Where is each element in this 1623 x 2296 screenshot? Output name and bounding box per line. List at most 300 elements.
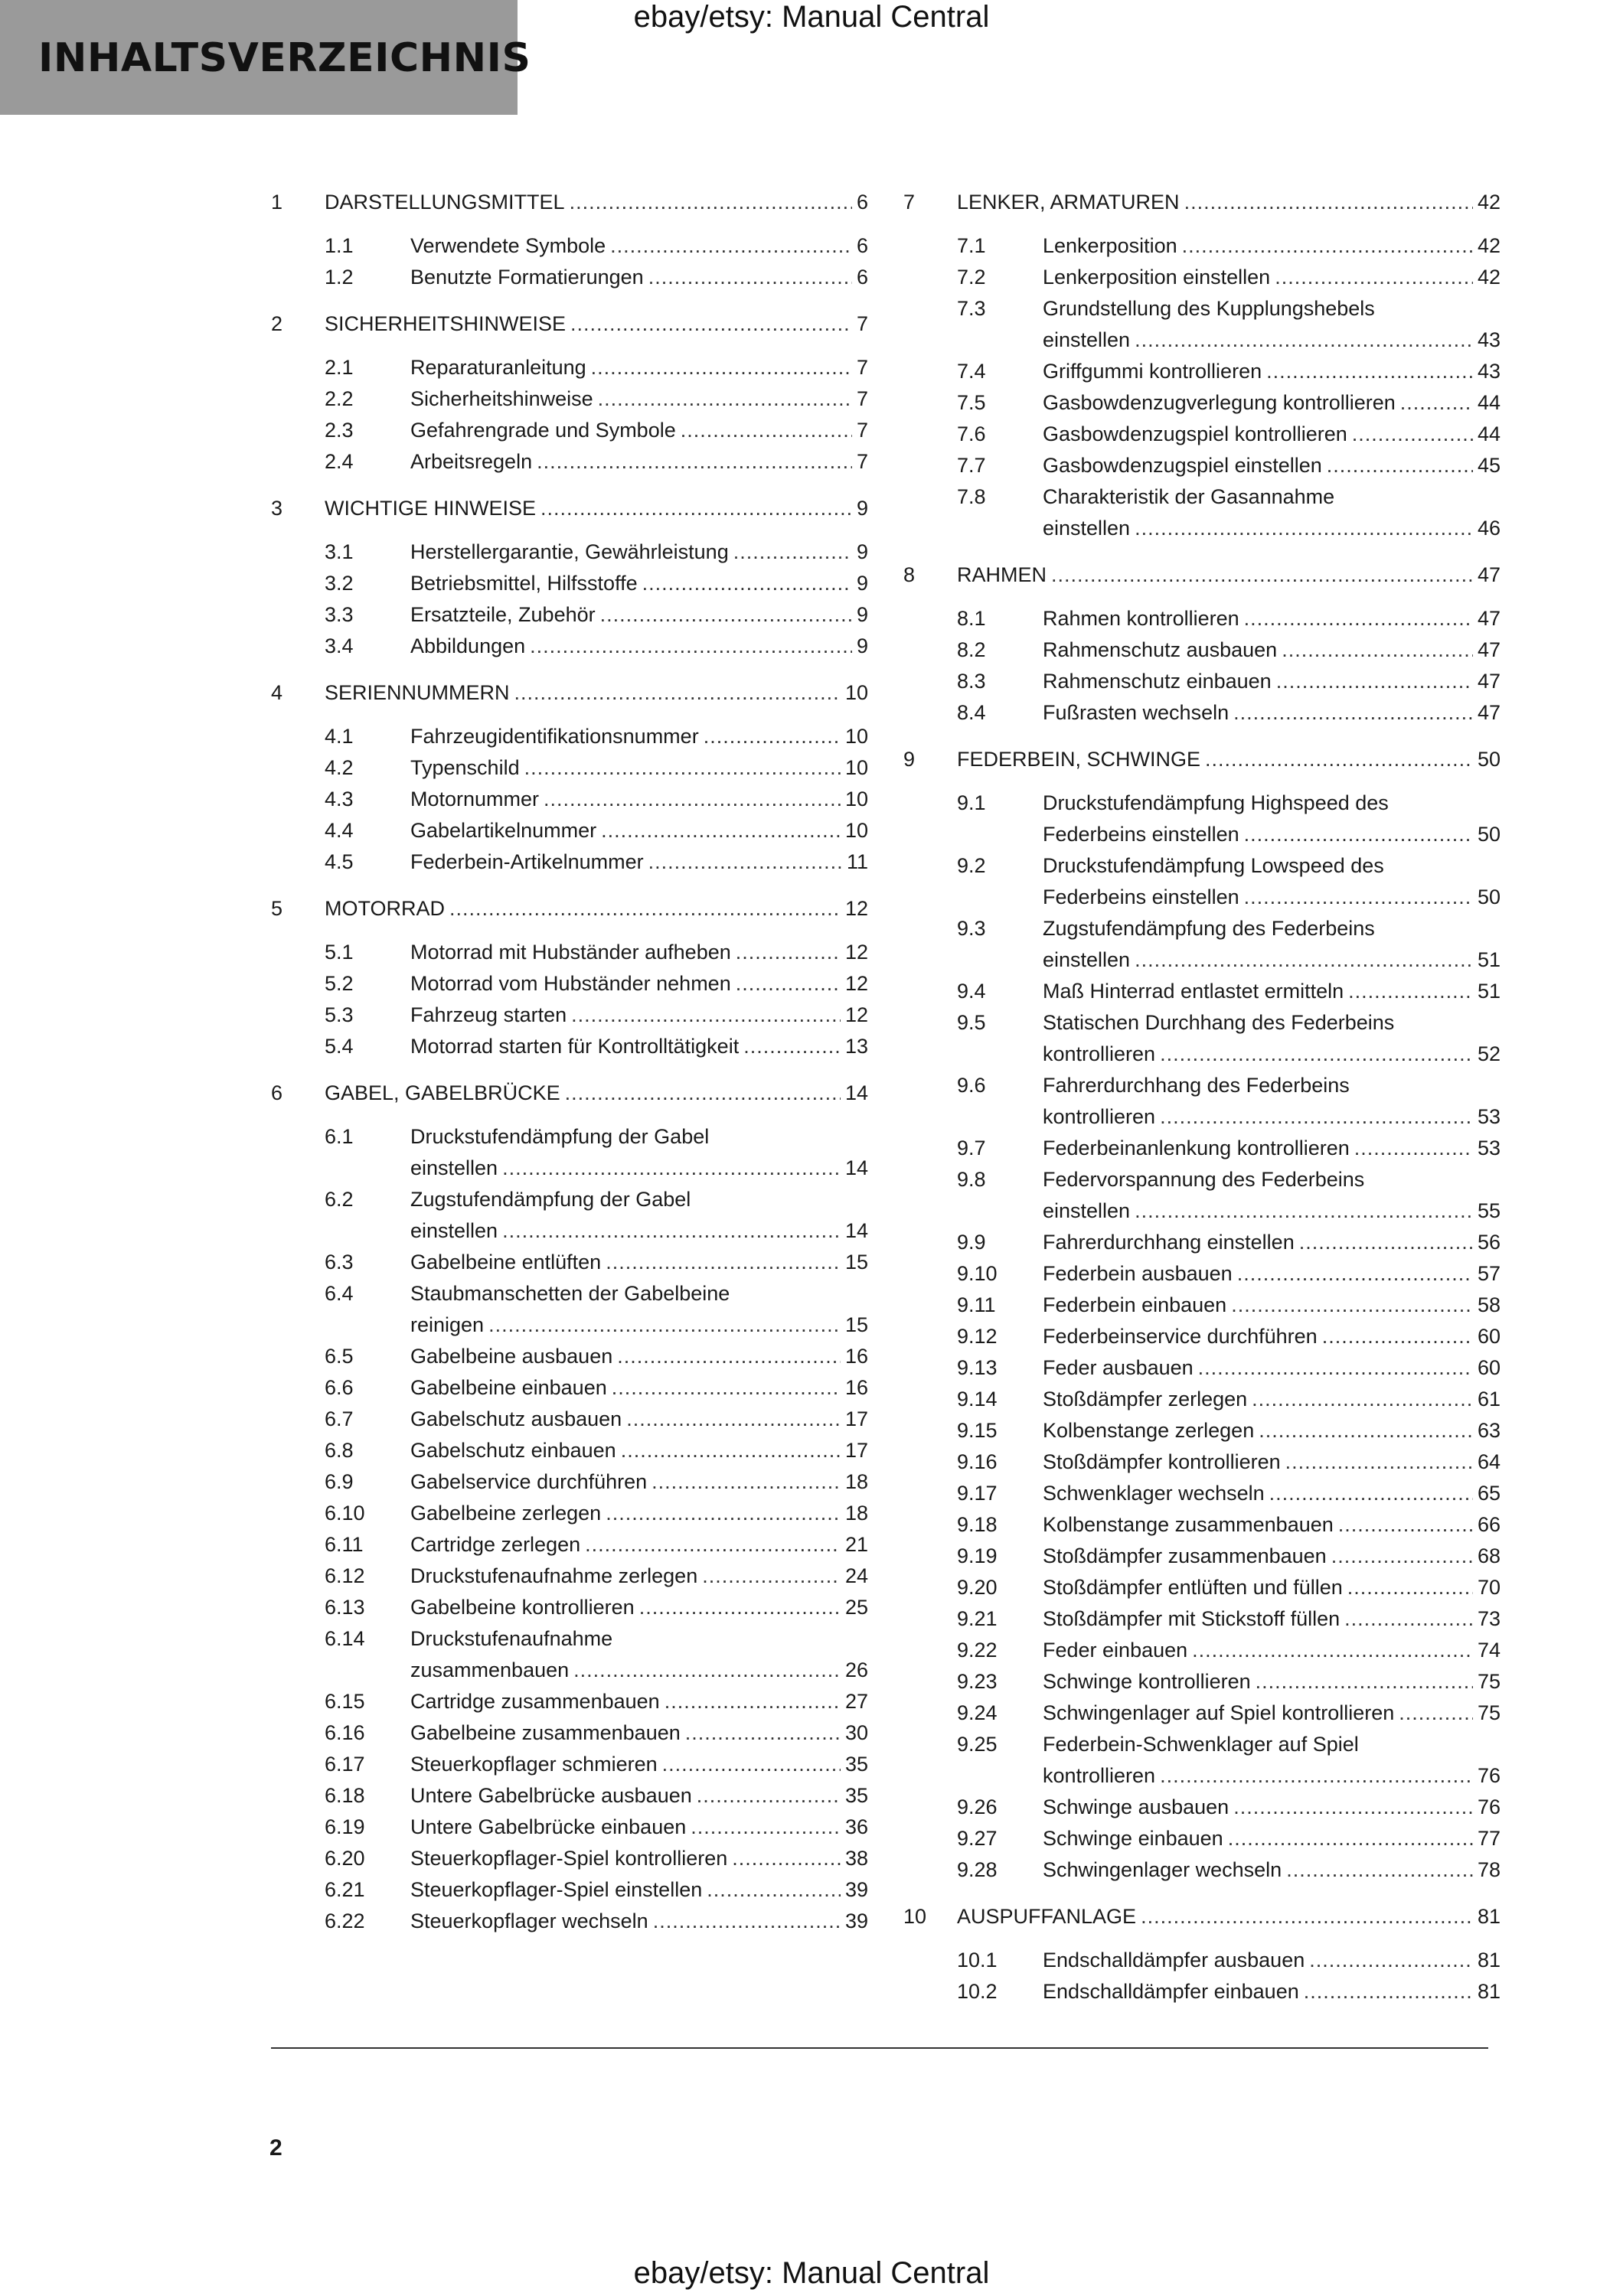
chapter-title: MOTORRAD <box>325 897 446 920</box>
entry-line <box>1043 450 1501 481</box>
entry-line <box>410 383 868 415</box>
section-number: 9.8 <box>957 1168 986 1191</box>
toc-section-entry[interactable] <box>325 1372 868 1404</box>
toc-section-entry[interactable] <box>957 419 1501 450</box>
toc-chapter-entry[interactable] <box>903 1901 1501 1932</box>
toc-chapter-entry[interactable] <box>903 559 1501 591</box>
toc-section-entry[interactable] <box>957 850 1501 913</box>
toc-chapter-entry[interactable] <box>903 744 1501 775</box>
entry-line <box>325 1078 868 1109</box>
entry-line <box>1043 1195 1501 1227</box>
toc-section-entry[interactable] <box>957 1007 1501 1070</box>
toc-section-entry[interactable] <box>957 1352 1501 1384</box>
section-entry-body <box>410 1623 868 1686</box>
section-page-number: 61 <box>1477 1388 1501 1411</box>
toc-section-entry[interactable] <box>957 666 1501 697</box>
section-number: 6.16 <box>325 1721 365 1744</box>
dot-leader <box>598 383 852 415</box>
toc-section-entry[interactable] <box>957 1290 1501 1321</box>
toc-section-entry[interactable] <box>325 1717 868 1749</box>
section-title: Gabelbeine entlüften <box>410 1251 602 1274</box>
toc-section-entry[interactable] <box>957 1164 1501 1227</box>
toc-section-entry[interactable] <box>957 1603 1501 1635</box>
dot-leader <box>488 1309 841 1341</box>
toc-section-entry[interactable] <box>325 1874 868 1906</box>
toc-chapter-entry[interactable] <box>271 187 868 218</box>
section-page-number: 64 <box>1477 1450 1501 1473</box>
section-entry-body <box>1043 666 1501 697</box>
toc-chapter-entry[interactable] <box>271 1078 868 1109</box>
section-entry-body <box>1043 1133 1501 1164</box>
chapter-page-number: 47 <box>1477 563 1501 586</box>
section-entry-body <box>1043 697 1501 729</box>
chapter-page-number: 42 <box>1477 191 1501 214</box>
toc-section-entry[interactable] <box>957 1509 1501 1541</box>
toc-section-entry[interactable] <box>325 968 868 1000</box>
chapter-number: 5 <box>271 897 283 920</box>
chapter-title: WICHTIGE HINWEISE <box>325 497 536 520</box>
entry-line <box>410 230 868 262</box>
dot-leader <box>610 230 852 262</box>
section-title: Schwingenlager wechseln <box>1043 1858 1282 1881</box>
section-number: 9.7 <box>957 1137 986 1159</box>
section-number: 6.6 <box>325 1376 354 1399</box>
section-entry-body <box>1043 1541 1501 1572</box>
section-entry-body <box>410 846 868 878</box>
section-number: 6.4 <box>325 1282 354 1305</box>
section-page-number: 81 <box>1477 1980 1501 2003</box>
toc-section-entry[interactable] <box>957 293 1501 356</box>
toc-section-entry[interactable] <box>957 603 1501 634</box>
entry-line <box>410 815 868 846</box>
dot-leader <box>449 893 841 925</box>
toc-section-entry[interactable] <box>325 721 868 752</box>
chapter-page-number: 10 <box>844 681 868 704</box>
toc-chapter-entry[interactable] <box>271 677 868 709</box>
entry-line <box>1043 513 1501 544</box>
toc-section-entry[interactable] <box>957 1945 1501 1976</box>
dot-leader <box>1233 1792 1473 1823</box>
section-page-number: 16 <box>844 1345 868 1368</box>
toc-section-entry[interactable] <box>957 1854 1501 1886</box>
dot-leader <box>736 937 841 968</box>
section-title: Motorrad mit Hubständer aufheben <box>410 941 731 964</box>
section-page-number: 45 <box>1477 454 1501 477</box>
chapter-title: DARSTELLUNGSMITTEL <box>325 191 565 214</box>
chapter-number: 6 <box>271 1081 283 1104</box>
section-page-number: 76 <box>1477 1764 1501 1787</box>
section-title: kontrollieren <box>1043 1042 1156 1065</box>
section-title: Statischen Durchhang des Federbeins <box>1043 1011 1395 1034</box>
section-number: 9.28 <box>957 1858 998 1881</box>
toc-section-entry[interactable] <box>957 481 1501 544</box>
section-number: 9.12 <box>957 1325 998 1348</box>
entry-line <box>957 1901 1501 1932</box>
section-title: Endschalldämpfer einbauen <box>1043 1980 1299 2003</box>
section-page-number: 68 <box>1477 1544 1501 1567</box>
section-number: 9.1 <box>957 791 986 814</box>
toc-section-entry[interactable] <box>325 230 868 262</box>
section-number: 2.1 <box>325 356 354 379</box>
section-number: 9.16 <box>957 1450 998 1473</box>
section-entry-body <box>1043 1509 1501 1541</box>
toc-section-entry[interactable] <box>325 415 868 446</box>
dot-leader <box>1141 1901 1473 1932</box>
section-number: 9.21 <box>957 1607 998 1630</box>
entry-line <box>410 1592 868 1623</box>
dot-leader <box>1160 1039 1473 1070</box>
toc-section-entry[interactable] <box>957 634 1501 666</box>
toc-chapter-entry[interactable] <box>271 308 868 340</box>
section-title: Maß Hinterrad entlastet ermitteln <box>1043 980 1344 1003</box>
dot-leader <box>1347 1572 1473 1603</box>
entry-line <box>410 1247 868 1278</box>
dot-leader <box>1338 1509 1473 1541</box>
entry-line <box>410 1000 868 1031</box>
section-entry-body <box>410 1529 868 1561</box>
toc-section-entry[interactable] <box>325 1749 868 1780</box>
entry-line <box>1043 293 1501 325</box>
chapter-title: AUSPUFFANLAGE <box>957 1905 1137 1928</box>
dot-leader <box>502 1215 841 1247</box>
dot-leader <box>524 752 841 784</box>
toc-section-entry[interactable] <box>325 599 868 631</box>
entry-line <box>410 1686 868 1717</box>
dot-leader <box>1244 882 1473 913</box>
toc-section-entry[interactable] <box>325 1843 868 1874</box>
section-entry-body <box>410 784 868 815</box>
entry-line <box>410 721 868 752</box>
toc-section-entry[interactable] <box>325 631 868 662</box>
section-number: 3.4 <box>325 634 354 657</box>
entry-line <box>1043 1854 1501 1886</box>
section-entry-body <box>410 1341 868 1372</box>
toc-section-entry[interactable] <box>957 1635 1501 1666</box>
toc-section-entry[interactable] <box>325 1466 868 1498</box>
section-entry-body <box>1043 976 1501 1007</box>
entry-line <box>1043 1290 1501 1321</box>
dot-leader <box>600 599 852 631</box>
entry-line <box>410 1215 868 1247</box>
section-page-number: 7 <box>856 387 868 410</box>
section-title: Staubmanschetten der Gabelbeine <box>410 1282 730 1305</box>
toc-section-entry[interactable] <box>957 1384 1501 1415</box>
section-entry-body <box>410 1278 868 1341</box>
section-title: Stoßdämpfer kontrollieren <box>1043 1450 1281 1473</box>
section-page-number: 57 <box>1477 1262 1501 1285</box>
section-page-number: 7 <box>856 419 868 442</box>
section-number: 6.9 <box>325 1470 354 1493</box>
entry-line <box>1043 603 1501 634</box>
section-title: Ersatzteile, Zubehör <box>410 603 596 626</box>
section-title: Druckstufenaufnahme zerlegen <box>410 1564 698 1587</box>
toc-section-entry[interactable] <box>325 536 868 568</box>
toc-section-entry[interactable] <box>957 1572 1501 1603</box>
toc-chapter-entry[interactable] <box>903 187 1501 218</box>
section-number: 9.27 <box>957 1827 998 1850</box>
section-page-number: 38 <box>844 1847 868 1870</box>
entry-line <box>957 559 1501 591</box>
section-entry-body <box>1043 1666 1501 1698</box>
chapter-page-number: 14 <box>844 1081 868 1104</box>
entry-line <box>1043 262 1501 293</box>
dot-leader <box>1228 1823 1473 1854</box>
section-number: 6.10 <box>325 1502 365 1525</box>
toc-section-entry[interactable] <box>325 1341 868 1372</box>
entry-line <box>1043 419 1501 450</box>
section-entry-body <box>1043 1698 1501 1729</box>
section-page-number: 12 <box>844 972 868 995</box>
section-entry-body <box>1043 1290 1501 1321</box>
section-page-number: 14 <box>844 1219 868 1242</box>
entry-line <box>1043 1945 1501 1976</box>
section-page-number: 44 <box>1477 422 1501 445</box>
section-page-number: 60 <box>1477 1325 1501 1348</box>
section-title: einstellen <box>410 1219 498 1242</box>
entry-line <box>410 1906 868 1937</box>
section-entry-body <box>1043 1384 1501 1415</box>
toc-section-entry[interactable] <box>957 450 1501 481</box>
toc-section-entry[interactable] <box>325 383 868 415</box>
toc-section-entry[interactable] <box>325 1121 868 1184</box>
section-number: 7.5 <box>957 391 986 414</box>
toc-section-entry[interactable] <box>957 1698 1501 1729</box>
dot-leader <box>1348 976 1473 1007</box>
toc-section-entry[interactable] <box>325 1031 868 1062</box>
toc-section-entry[interactable] <box>957 1823 1501 1854</box>
toc-section-entry[interactable] <box>957 1976 1501 2007</box>
dot-leader <box>1282 634 1473 666</box>
section-entry-body <box>1043 1007 1501 1070</box>
chapter-entry-body <box>325 1078 868 1109</box>
section-title: Fahrerdurchhang einstellen <box>1043 1231 1295 1254</box>
toc-section-entry[interactable] <box>325 1686 868 1717</box>
dot-leader <box>1286 1854 1473 1886</box>
section-page-number: 66 <box>1477 1513 1501 1536</box>
section-number: 6.14 <box>325 1627 365 1650</box>
toc-section-entry[interactable] <box>957 1133 1501 1164</box>
section-title: Lenkerposition einstellen <box>1043 266 1271 289</box>
entry-line <box>1043 1352 1501 1384</box>
toc-section-entry[interactable] <box>325 1000 868 1031</box>
toc-section-entry[interactable] <box>325 752 868 784</box>
toc-section-entry[interactable] <box>325 1906 868 1937</box>
entry-line <box>410 784 868 815</box>
toc-section-entry[interactable] <box>325 1561 868 1592</box>
chapter-entry-body <box>325 187 868 218</box>
section-page-number: 10 <box>844 756 868 779</box>
dot-leader <box>707 1874 841 1906</box>
toc-section-entry[interactable] <box>957 976 1501 1007</box>
toc-section-entry[interactable] <box>957 1258 1501 1290</box>
dot-leader <box>1354 1133 1473 1164</box>
dot-leader <box>1244 603 1473 634</box>
toc-section-entry[interactable] <box>325 1184 868 1247</box>
entry-line <box>410 1561 868 1592</box>
section-number: 9.5 <box>957 1011 986 1034</box>
section-title: zusammenbauen <box>410 1658 570 1681</box>
section-page-number: 35 <box>844 1753 868 1776</box>
section-page-number: 47 <box>1477 638 1501 661</box>
dot-leader <box>601 815 841 846</box>
section-entry-body <box>1043 1823 1501 1854</box>
toc-section-entry[interactable] <box>325 937 868 968</box>
dot-leader <box>621 1435 841 1466</box>
section-number: 5.1 <box>325 941 354 964</box>
entry-line <box>410 1435 868 1466</box>
dot-leader <box>653 1906 841 1937</box>
toc-section-entry[interactable] <box>957 788 1501 850</box>
toc-section-entry[interactable] <box>957 230 1501 262</box>
section-title: Federbeins einstellen <box>1043 885 1239 908</box>
section-entry-body <box>410 752 868 784</box>
toc-section-entry[interactable] <box>325 1529 868 1561</box>
chapter-entry-body <box>325 308 868 340</box>
dot-leader <box>1237 1258 1473 1290</box>
title-banner <box>0 0 531 115</box>
toc-section-entry[interactable] <box>957 1227 1501 1258</box>
chapter-number: 3 <box>271 497 283 520</box>
section-page-number: 12 <box>844 941 868 964</box>
section-entry-body <box>410 1686 868 1717</box>
section-number: 10.1 <box>957 1949 998 1971</box>
entry-line <box>410 1278 868 1309</box>
toc-section-entry[interactable] <box>957 1446 1501 1478</box>
dot-leader <box>639 1592 841 1623</box>
dot-leader <box>591 352 852 383</box>
toc-section-entry[interactable] <box>325 1278 868 1341</box>
toc-section-entry[interactable] <box>957 1729 1501 1792</box>
section-title: Rahmenschutz einbauen <box>1043 670 1272 693</box>
section-number: 7.4 <box>957 360 986 383</box>
chapter-entry-body <box>325 493 868 524</box>
section-entry-body <box>1043 1478 1501 1509</box>
entry-line <box>1043 1603 1501 1635</box>
toc-section-entry[interactable] <box>325 1435 868 1466</box>
toc-section-entry[interactable] <box>957 1666 1501 1698</box>
section-entry-body <box>410 937 868 968</box>
toc-section-entry[interactable] <box>957 913 1501 976</box>
dot-leader <box>1269 1478 1473 1509</box>
section-title: einstellen <box>1043 517 1131 540</box>
toc-section-entry[interactable] <box>957 1070 1501 1133</box>
section-title: Reparaturanleitung <box>410 356 586 379</box>
entry-line <box>1043 230 1501 262</box>
toc-section-entry[interactable] <box>957 356 1501 387</box>
entry-line <box>325 677 868 709</box>
dot-leader <box>617 1341 841 1372</box>
entry-line <box>410 446 868 478</box>
dot-leader <box>1304 1976 1473 2007</box>
toc-section-entry[interactable] <box>957 262 1501 293</box>
section-number: 9.13 <box>957 1356 998 1379</box>
section-number: 5.2 <box>325 972 354 995</box>
section-entry-body <box>1043 913 1501 976</box>
section-entry-body <box>1043 1792 1501 1823</box>
section-title: Schwinge einbauen <box>1043 1827 1223 1850</box>
entry-line <box>410 1843 868 1874</box>
entry-line <box>410 536 868 568</box>
chapter-title: FEDERBEIN, SCHWINGE <box>957 748 1201 771</box>
section-title: Motorrad vom Hubständer nehmen <box>410 972 731 995</box>
entry-line <box>410 1874 868 1906</box>
section-entry-body <box>410 230 868 262</box>
section-number: 9.20 <box>957 1576 998 1599</box>
section-page-number: 39 <box>844 1878 868 1901</box>
toc-section-entry[interactable] <box>957 697 1501 729</box>
entry-line <box>1043 387 1501 419</box>
section-entry-body <box>410 1561 868 1592</box>
section-title: Schwinge kontrollieren <box>1043 1670 1251 1693</box>
section-title: Schwenklager wechseln <box>1043 1482 1265 1505</box>
section-entry-body <box>1043 1321 1501 1352</box>
dot-leader <box>571 1000 841 1031</box>
section-page-number: 42 <box>1477 234 1501 257</box>
toc-section-entry[interactable] <box>325 262 868 293</box>
toc-section-entry[interactable] <box>325 568 868 599</box>
toc-chapter-entry[interactable] <box>271 493 868 524</box>
toc-section-entry[interactable] <box>957 1541 1501 1572</box>
dot-leader <box>1275 262 1473 293</box>
section-entry-body <box>1043 850 1501 913</box>
dot-leader <box>1344 1603 1473 1635</box>
toc-section-entry[interactable] <box>957 1415 1501 1446</box>
toc-section-entry[interactable] <box>325 1780 868 1812</box>
entry-line <box>1043 1164 1501 1195</box>
section-entry-body <box>410 721 868 752</box>
toc-section-entry[interactable] <box>325 1592 868 1623</box>
dot-leader <box>648 846 842 878</box>
dot-leader <box>685 1717 841 1749</box>
section-number: 4.5 <box>325 850 354 873</box>
entry-line <box>410 1529 868 1561</box>
section-number: 7.2 <box>957 266 986 289</box>
section-page-number: 24 <box>844 1564 868 1587</box>
toc-chapter-entry[interactable] <box>271 893 868 925</box>
toc-section-entry[interactable] <box>325 1812 868 1843</box>
toc-section-entry[interactable] <box>957 1478 1501 1509</box>
toc-section-entry[interactable] <box>957 1321 1501 1352</box>
section-entry-body <box>410 1031 868 1062</box>
toc-section-entry[interactable] <box>957 1792 1501 1823</box>
section-title: Gabelbeine zerlegen <box>410 1502 602 1525</box>
section-page-number: 25 <box>844 1596 868 1619</box>
entry-line <box>410 1466 868 1498</box>
chapter-page-number: 6 <box>856 191 868 214</box>
toc-section-entry[interactable] <box>325 815 868 846</box>
page-number: 2 <box>269 2135 282 2161</box>
toc-section-entry[interactable] <box>325 446 868 478</box>
toc-section-entry[interactable] <box>325 1404 868 1435</box>
section-title: Federbein-Schwenklager auf Spiel <box>1043 1733 1359 1756</box>
toc-section-entry[interactable] <box>325 352 868 383</box>
section-number: 3.1 <box>325 540 354 563</box>
toc-section-entry[interactable] <box>325 1498 868 1529</box>
toc-section-entry[interactable] <box>325 784 868 815</box>
entry-line <box>325 308 868 340</box>
entry-line <box>410 937 868 968</box>
dot-leader <box>1331 1541 1473 1572</box>
toc-section-entry[interactable] <box>325 1623 868 1686</box>
section-title: Steuerkopflager-Spiel einstellen <box>410 1878 703 1901</box>
entry-line <box>1043 1227 1501 1258</box>
entry-line <box>410 1372 868 1404</box>
toc-section-entry[interactable] <box>957 387 1501 419</box>
toc-section-entry[interactable] <box>325 1247 868 1278</box>
toc-section-entry[interactable] <box>325 846 868 878</box>
section-number: 7.8 <box>957 485 986 508</box>
entry-line <box>1043 697 1501 729</box>
